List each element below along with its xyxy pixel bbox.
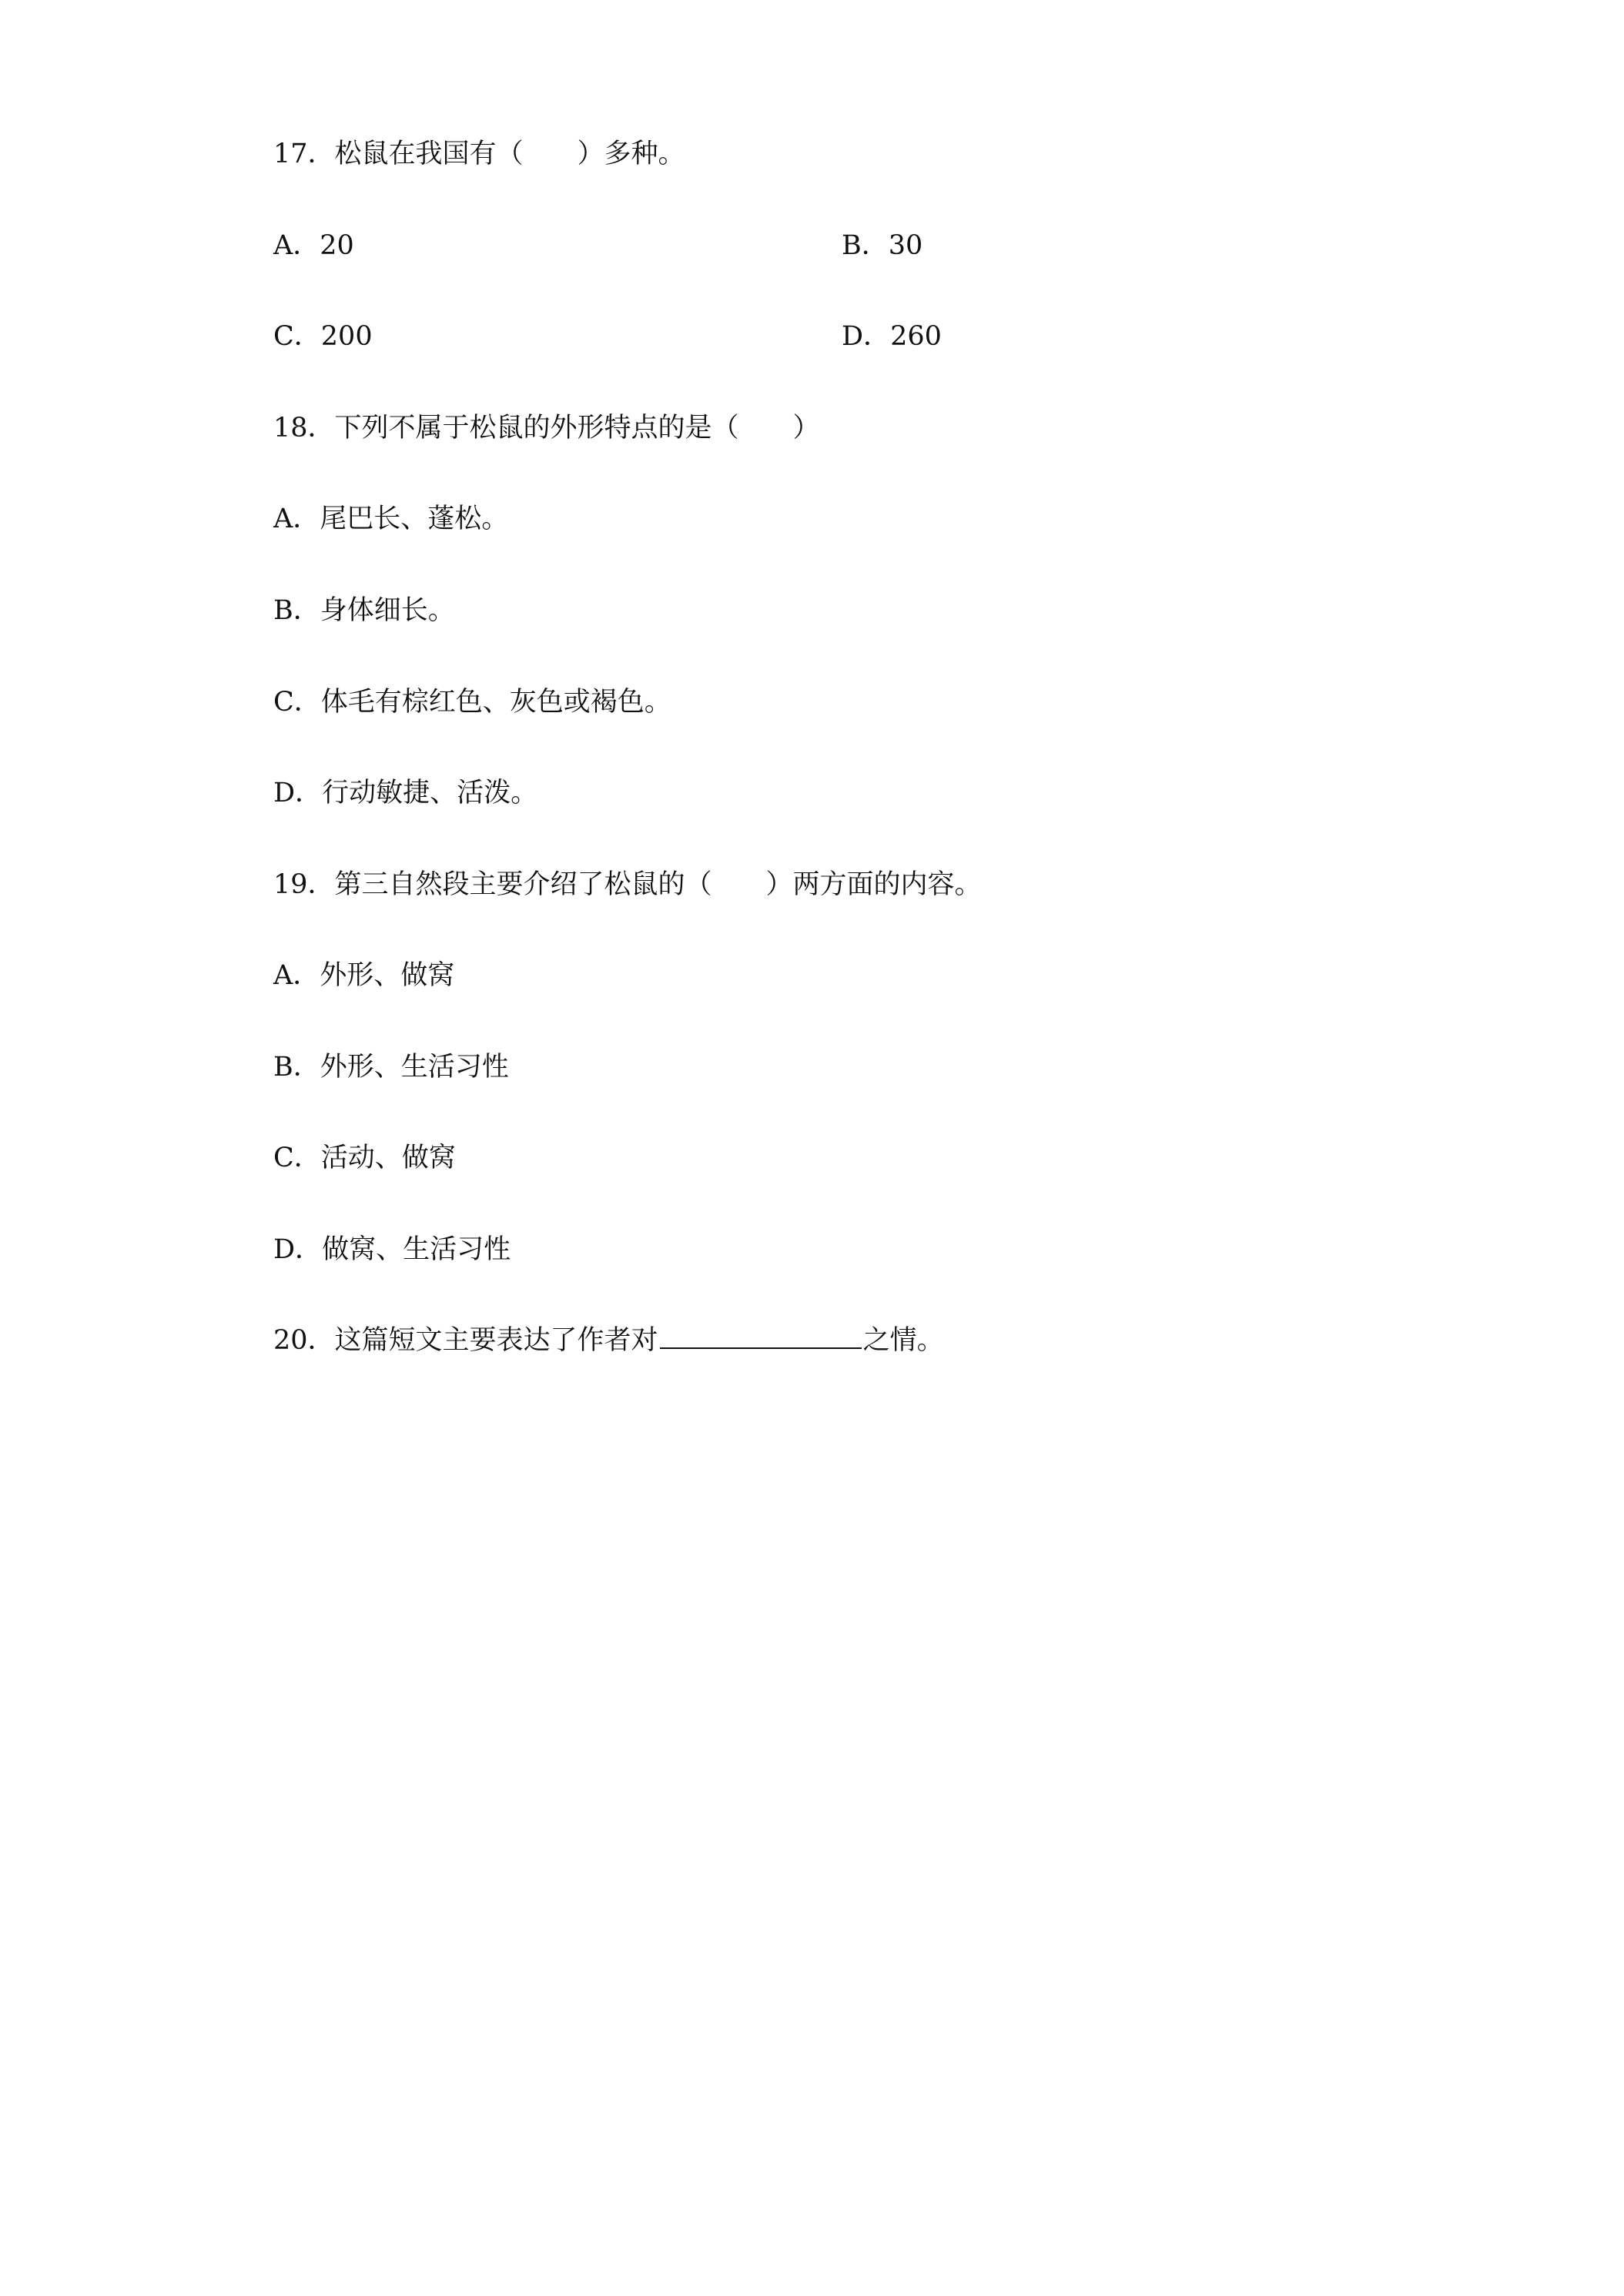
question-text-after: 之情。 [862, 1325, 944, 1356]
option-text: 体毛有棕红色、灰色或褐色。 [320, 687, 671, 718]
option-text: 20 [320, 230, 354, 261]
question-text: 第三自然段主要介绍了松鼠的（ ）两方面的内容。 [334, 869, 982, 900]
option-text: 外形、生活习性 [320, 1052, 509, 1083]
question-19-stem [273, 868, 982, 902]
option-text: 活动、做窝 [320, 1143, 456, 1173]
question-17-stem [273, 137, 685, 171]
option-letter: C． [273, 1143, 321, 1173]
question-text: 松鼠在我国有（ ）多种。 [334, 139, 685, 169]
option-text: 外形、做窝 [320, 960, 455, 991]
option-text: 200 [320, 321, 373, 352]
option-letter: D． [273, 778, 323, 808]
question-number: 18． [273, 413, 335, 443]
question-19-option-a [273, 959, 454, 992]
question-17-option-b [842, 229, 922, 263]
question-number: 19． [273, 869, 335, 900]
option-letter: D． [842, 321, 891, 352]
option-letter: D． [273, 1234, 323, 1265]
option-letter: B． [273, 1052, 320, 1083]
option-letter: A． [273, 960, 320, 991]
question-20-stem [273, 1324, 944, 1357]
option-text: 尾巴长、蓬松。 [320, 504, 509, 534]
question-18-option-b [273, 594, 455, 628]
question-17-option-d [842, 320, 942, 353]
question-number: 20． [273, 1325, 335, 1356]
option-text: 行动敏捷、活泼。 [322, 778, 538, 808]
question-19-option-d [273, 1233, 511, 1267]
question-19-option-b [273, 1050, 509, 1084]
option-text: 身体细长。 [320, 595, 455, 626]
answer-blank[interactable] [660, 1324, 862, 1349]
question-text: 下列不属于松鼠的外形特点的是（ ） [334, 413, 820, 443]
option-letter: B． [273, 595, 320, 626]
option-letter: C． [273, 687, 321, 718]
question-18-option-a [273, 502, 508, 536]
option-text: 30 [888, 230, 923, 261]
question-18-option-c [273, 685, 671, 719]
question-number: 17． [273, 139, 335, 169]
question-text-before: 这篇短文主要表达了作者对 [334, 1325, 658, 1356]
option-text: 260 [890, 321, 942, 352]
option-letter: A． [273, 230, 320, 261]
option-letter: A． [273, 504, 320, 534]
question-18-option-d [273, 776, 537, 810]
option-letter: C． [273, 321, 321, 352]
option-letter: B． [842, 230, 889, 261]
question-18-stem [273, 411, 820, 445]
question-19-option-c [273, 1141, 456, 1175]
question-17-option-a [273, 229, 354, 263]
question-17-option-c [273, 320, 373, 353]
option-text: 做窝、生活习性 [322, 1234, 511, 1265]
